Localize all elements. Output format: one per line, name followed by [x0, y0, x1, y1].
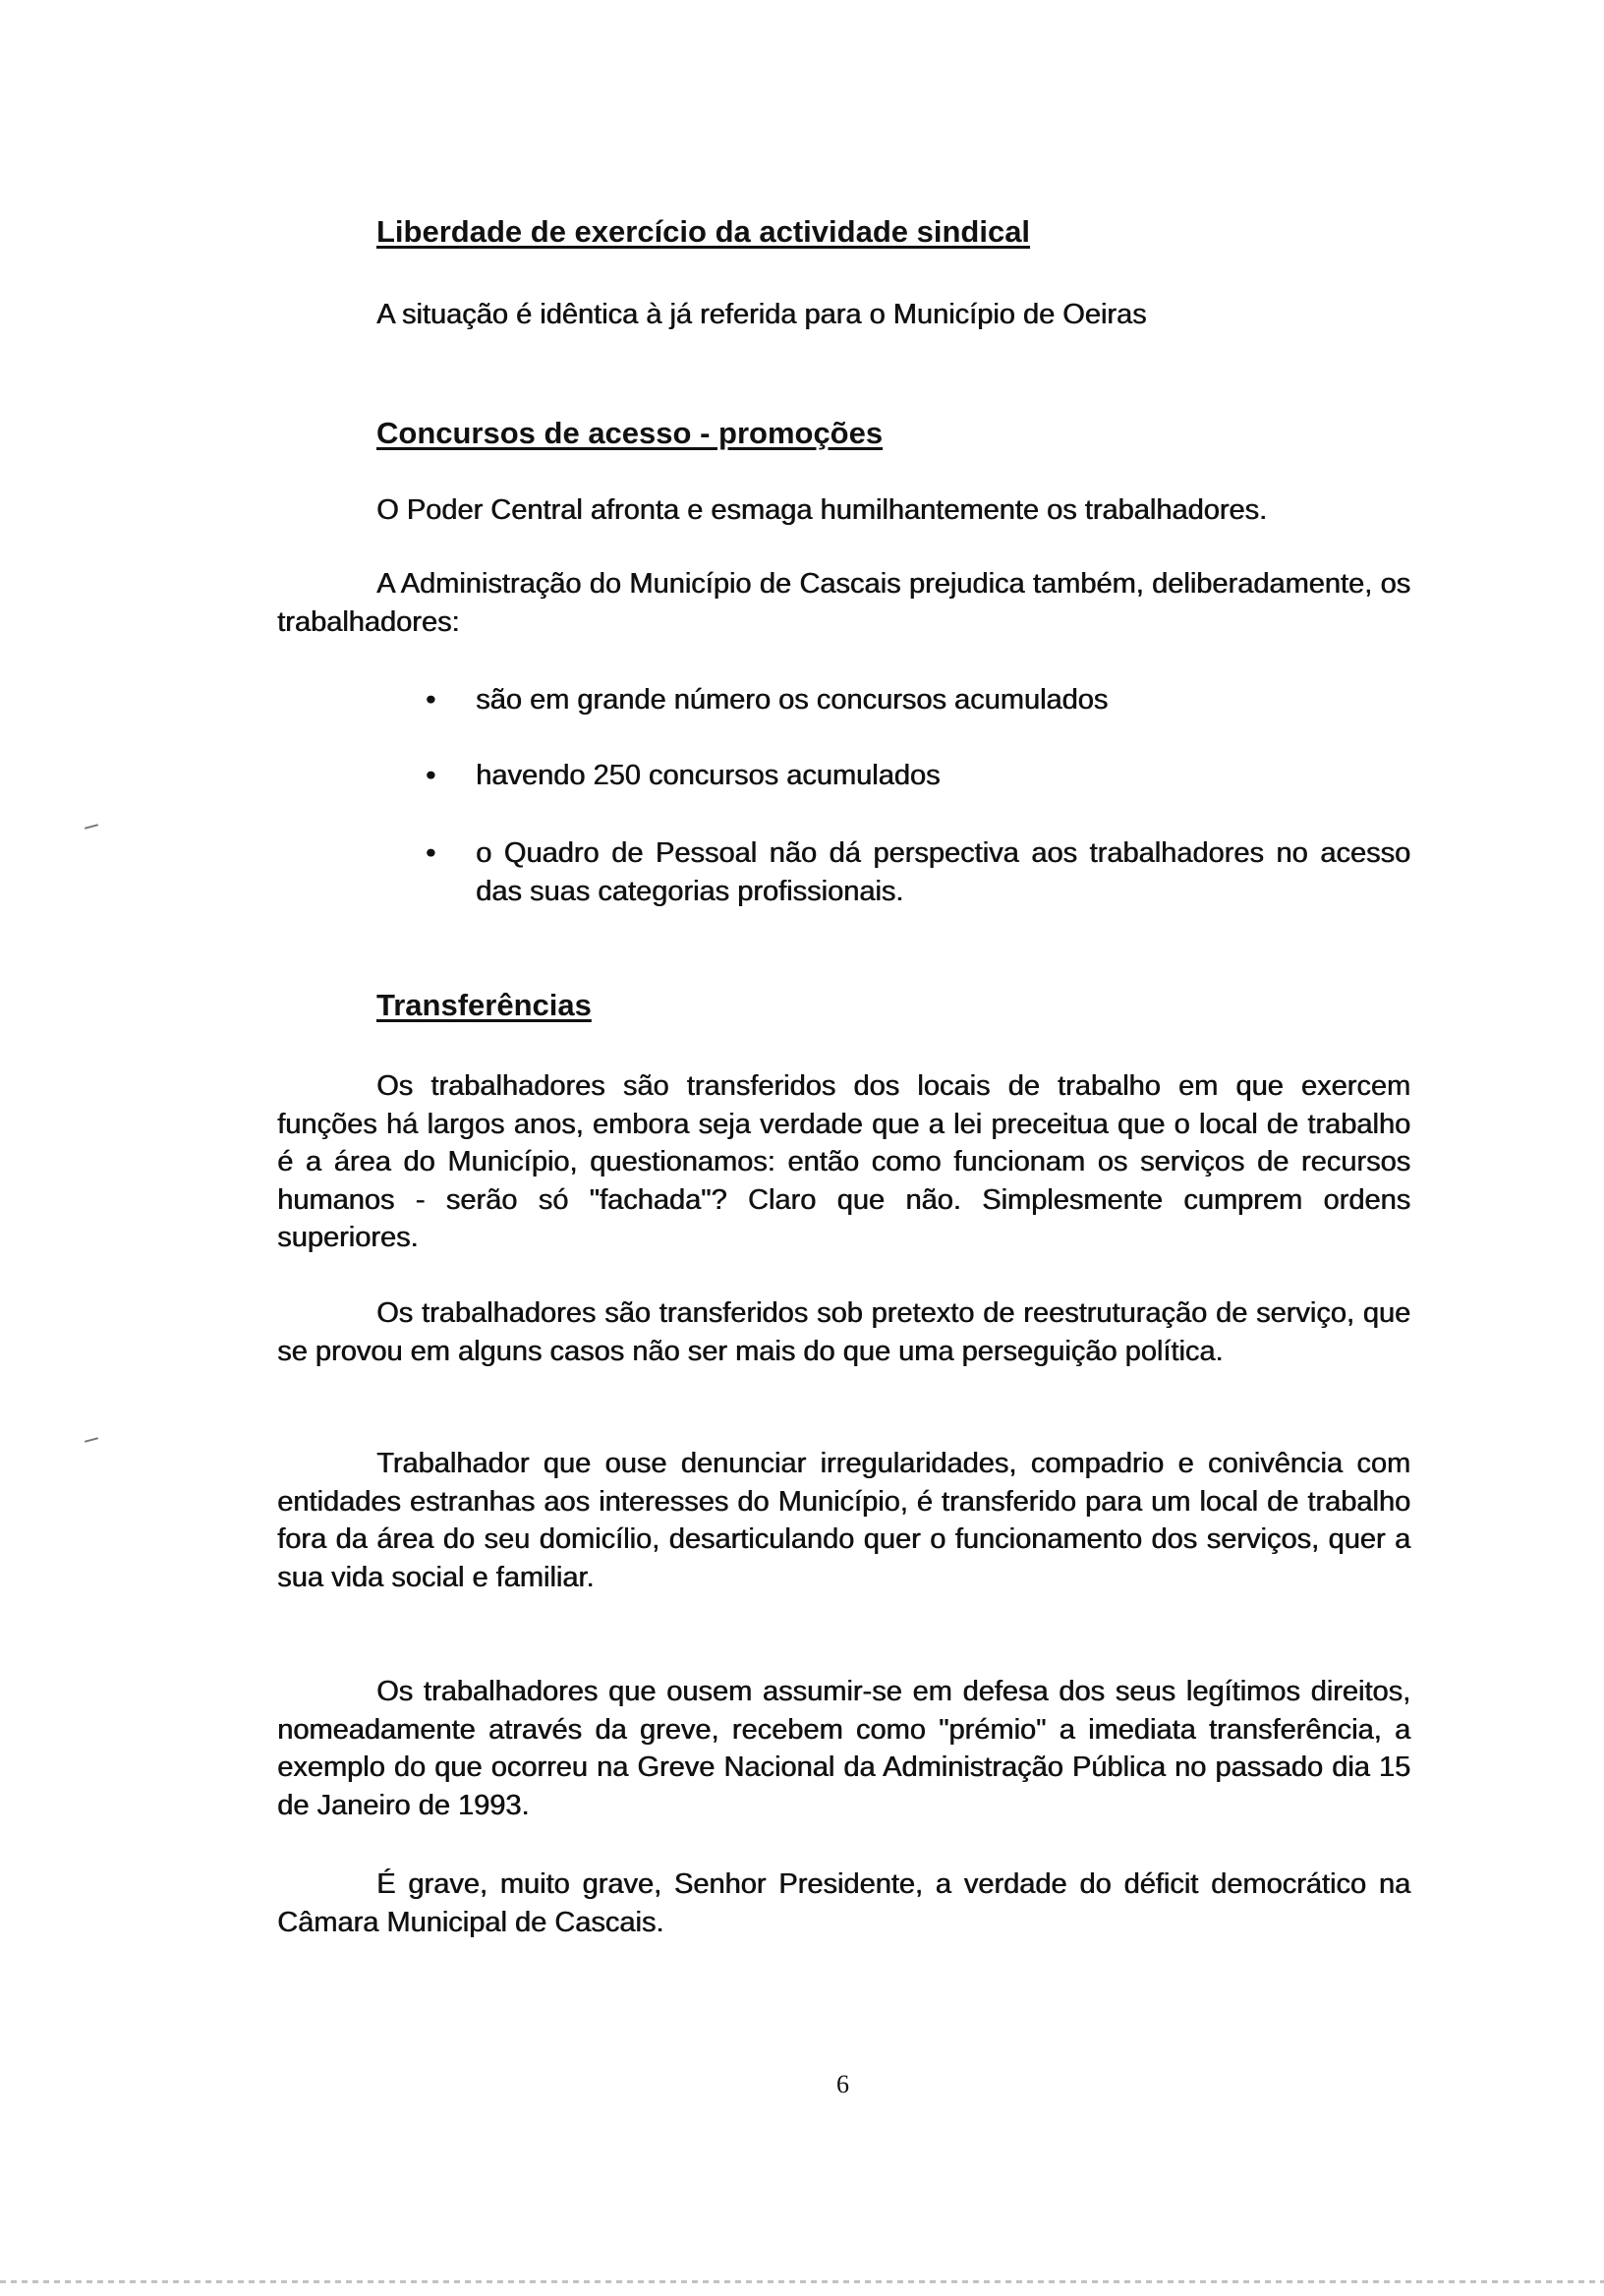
paragraph: A situação é idêntica à já referida para o Município de Oeiras: [376, 299, 1147, 330]
paragraph: Trabalhador que ouse denunciar irregularidades, compadrio e conivência com entidades estranhas aos interesses do Município, é transferido para um local de trabalho fora da área do seu domicílio, desarticulando quer o funcionamento dos serviços, quer a sua vida social e familiar.: [277, 1448, 1410, 1593]
paragraph: O Poder Central afronta e esmaga humilhantemente os trabalhadores.: [376, 494, 1267, 526]
scan-mark: [85, 824, 98, 830]
paragraph: A Administração do Município de Cascais prejudica também, deliberadamente, os trabalhadores:: [277, 568, 1410, 638]
heading-transferencias: Transferências: [376, 988, 592, 1022]
paragraph: Os trabalhadores são transferidos dos locais de trabalho em que exercem funções há largos anos, embora seja verdade que a lei preceitua que o local de trabalho é a área do Município, questionamos: então como funcionam os serviços de recursos humanos - serão só "fachada"? Claro que não. Simplesmente cumprem ordens superiores.: [277, 1070, 1410, 1253]
bullet-icon: •: [426, 760, 436, 791]
heading-concursos: Concursos de acesso - promoções: [376, 416, 884, 450]
page-number: 6: [836, 2070, 849, 2098]
scan-mark: [85, 1437, 98, 1443]
heading-liberdade-sindical: Liberdade de exercício da actividade sindical: [376, 214, 1031, 249]
paragraph: Os trabalhadores são transferidos sob pretexto de reestruturação de serviço, que se provou em alguns casos não ser mais do que uma perseguição política.: [277, 1297, 1410, 1367]
paragraph: É grave, muito grave, Senhor Presidente, a verdade do déficit democrático na Câmara Municipal de Cascais.: [277, 1868, 1410, 1938]
bullet-icon: •: [426, 837, 436, 869]
bullet-text: são em grande número os concursos acumulados: [476, 684, 1109, 716]
scan-edge: [0, 2280, 1604, 2283]
bullet-icon: •: [426, 684, 436, 716]
bullet-item: [426, 681, 1410, 719]
bullet-item: [426, 834, 1410, 910]
bullet-item: [426, 757, 1410, 795]
paragraph: Os trabalhadores que ousem assumir-se em defesa dos seus legítimos direitos, nomeadamente através da greve, recebem como "prémio" a imediata transferência, a exemplo do que ocorreu na Greve Nacional da Administração Pública no passado dia 15 de Janeiro de 1993.: [277, 1676, 1410, 1821]
bullet-text: havendo 250 concursos acumulados: [476, 760, 941, 791]
bullet-text: o Quadro de Pessoal não dá perspectiva aos trabalhadores no acesso das suas categorias profissionais.: [476, 837, 1410, 907]
